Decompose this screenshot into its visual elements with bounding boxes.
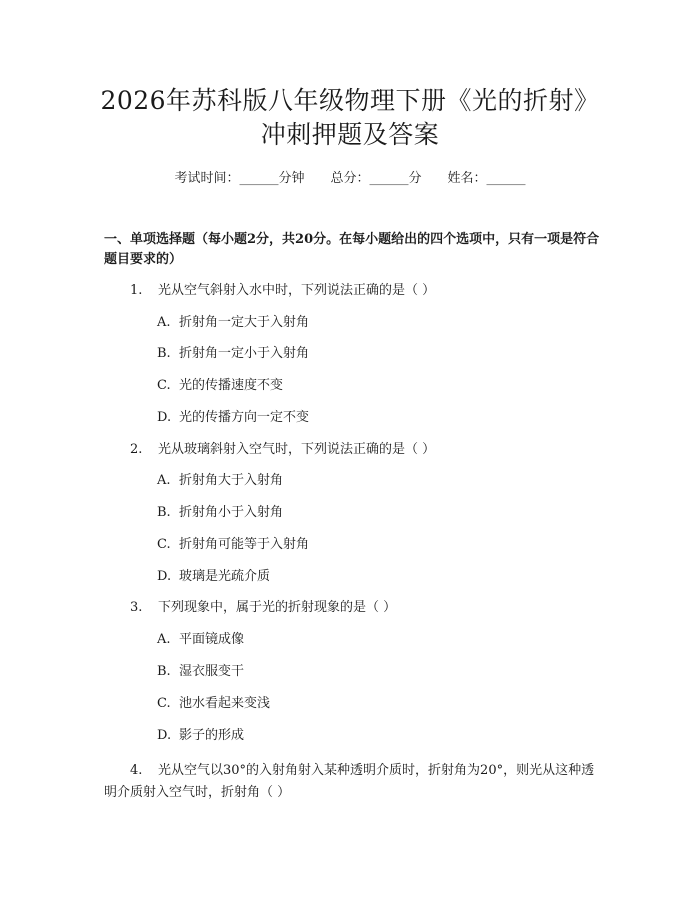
- question-number: 4.: [130, 763, 143, 778]
- option-label: A.: [157, 632, 171, 647]
- option-3b: [157, 663, 244, 681]
- exam-name: 姓名：______: [447, 171, 526, 186]
- option-1b: [157, 345, 309, 363]
- question-text: 光从空气以30°的入射角射入某种透明介质时，折射角为20°，则光从这种透明介质射入空气时，折射角（ ）: [104, 763, 595, 800]
- section-heading: 一、单项选择题（每小题2分，共20分。在每小题给出的四个选项中，只有一项是符合题目要求的）: [104, 232, 600, 267]
- question-3: [130, 599, 396, 617]
- option-text: 折射角大于入射角: [179, 473, 284, 488]
- option-3d: [157, 727, 244, 745]
- option-text: 光的传播方向一定不变: [179, 410, 310, 425]
- option-text: 平面镜成像: [179, 632, 245, 647]
- option-3c: [157, 695, 270, 713]
- option-2d: [157, 568, 270, 586]
- document-title-line1: 2026年苏科版八年级物理下册《光的折射》: [100, 86, 600, 115]
- option-1d: [157, 409, 309, 427]
- option-label: B.: [157, 346, 171, 361]
- option-text: 光的传播速度不变: [179, 378, 284, 393]
- question-2: [130, 441, 435, 459]
- option-label: C.: [157, 537, 171, 552]
- option-text: 折射角小于入射角: [179, 505, 284, 520]
- option-label: C.: [157, 378, 171, 393]
- option-1c: [157, 377, 283, 395]
- option-label: A.: [157, 473, 171, 488]
- option-text: 池水看起来变浅: [179, 696, 271, 711]
- question-number: 1.: [130, 283, 143, 298]
- question-4: [104, 760, 604, 804]
- question-number: 3.: [130, 600, 143, 615]
- question-text: 光从空气斜射入水中时，下列说法正确的是（ ）: [158, 283, 436, 298]
- exam-score: 总分：______分: [330, 171, 422, 186]
- option-text: 影子的形成: [179, 728, 245, 743]
- option-text: 折射角可能等于入射角: [179, 537, 310, 552]
- option-label: B.: [157, 664, 171, 679]
- option-label: D.: [157, 569, 172, 584]
- option-label: B.: [157, 505, 171, 520]
- question-text: 光从玻璃斜射入空气时，下列说法正确的是（ ）: [158, 442, 436, 457]
- option-label: D.: [157, 410, 172, 425]
- option-3a: [157, 631, 244, 649]
- option-2c: [157, 536, 309, 554]
- option-text: 折射角一定小于入射角: [179, 346, 310, 361]
- option-text: 湿衣服变干: [179, 664, 245, 679]
- option-label: D.: [157, 728, 172, 743]
- question-number: 2.: [130, 442, 143, 457]
- option-label: A.: [157, 315, 171, 330]
- option-1a: [157, 314, 309, 332]
- option-label: C.: [157, 696, 171, 711]
- option-text: 折射角一定大于入射角: [179, 315, 310, 330]
- document-title-line2: 冲刺押题及答案: [260, 120, 440, 149]
- option-text: 玻璃是光疏介质: [179, 569, 271, 584]
- exam-info: [0, 170, 700, 188]
- question-1: [130, 282, 435, 300]
- option-2a: [157, 472, 283, 490]
- option-2b: [157, 504, 283, 522]
- exam-time: 考试时间：______分钟: [174, 171, 305, 186]
- question-text: 下列现象中，属于光的折射现象的是（ ）: [158, 600, 397, 615]
